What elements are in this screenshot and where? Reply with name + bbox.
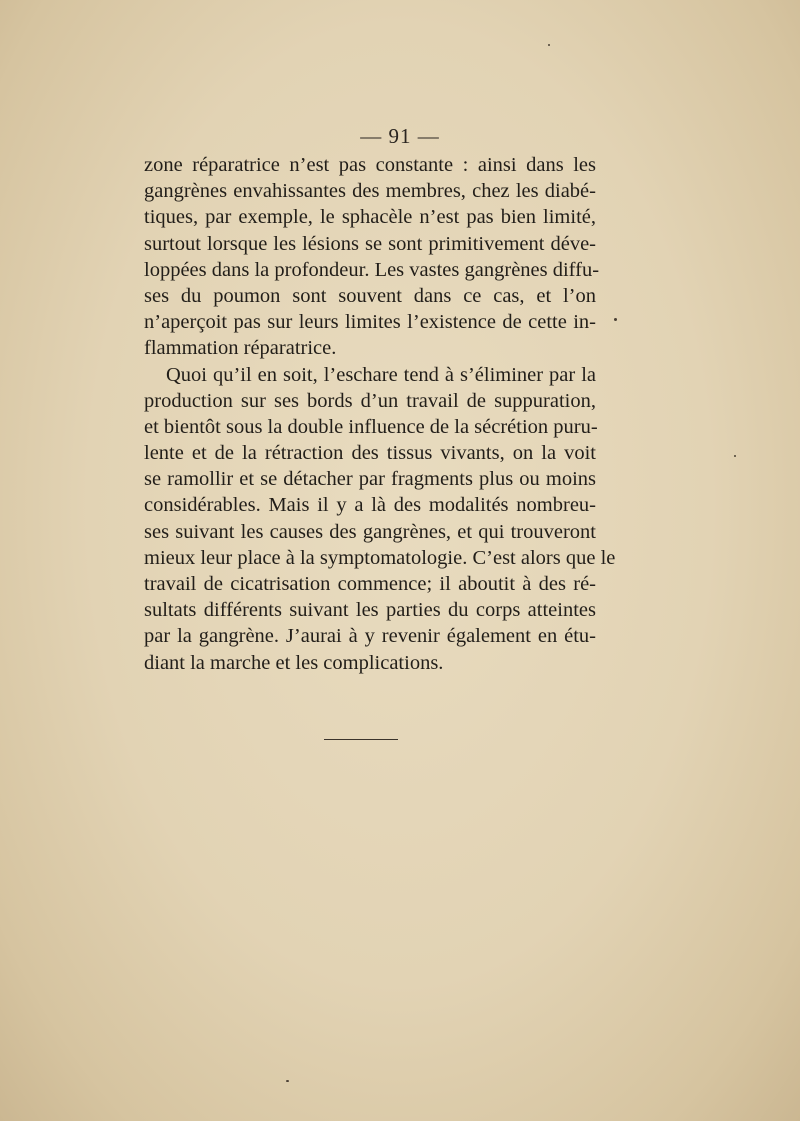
section-divider bbox=[324, 739, 398, 740]
paper-speck bbox=[734, 455, 736, 457]
text-line: flammation réparatrice. bbox=[144, 337, 337, 360]
text-line: surtout lorsque les lésions se sont primitivement déve- bbox=[144, 232, 596, 255]
page-number: — 91 — bbox=[360, 124, 440, 148]
text-line: tiques, par exemple, le sphacèle n’est pas bien limité, bbox=[144, 206, 596, 229]
text-line: travail de cicatrisation commence; il aboutit à des ré- bbox=[144, 573, 596, 595]
text-line: mieux leur place à la symptomatologie. C’est alors que le bbox=[144, 546, 616, 569]
text-line: considérables. Mais il y a là des modalités nombreu- bbox=[144, 494, 596, 517]
text-line: lente et de la rétraction des tissus vivants, on la voit bbox=[144, 442, 596, 465]
text-line: diant la marche et les complications. bbox=[144, 651, 444, 674]
text-line: sultats différents suivant les parties du corps atteintes bbox=[144, 599, 596, 622]
paragraph-2 bbox=[144, 362, 616, 676]
text-line: n’aperçoit pas sur leurs limites l’existence de cette in- bbox=[144, 311, 596, 334]
paragraph-1 bbox=[144, 152, 600, 362]
text-line: Quoi qu’il en soit, l’eschare tend à s’éliminer par la bbox=[166, 363, 596, 386]
text-line: ses du poumon sont souvent dans ce cas, et l’on bbox=[144, 284, 596, 307]
text-line: loppées dans la profondeur. Les vastes gangrènes diffu- bbox=[144, 258, 600, 281]
text-line: et bientôt sous la double influence de la sécrétion puru- bbox=[144, 415, 598, 438]
paper-speck bbox=[614, 318, 617, 321]
body-text bbox=[144, 152, 616, 676]
paper-speck bbox=[548, 44, 550, 46]
text-line: gangrènes envahissantes des membres, chez les diabé- bbox=[144, 180, 596, 203]
text-line: se ramollir et se détacher par fragments plus ou moins bbox=[144, 468, 596, 491]
text-line: ses suivant les causes des gangrènes, et qui trouveront bbox=[144, 520, 596, 543]
text-line: zone réparatrice n’est pas constante : ainsi dans les bbox=[144, 154, 596, 176]
text-line: production sur ses bords d’un travail de suppuration, bbox=[144, 389, 596, 412]
paper-speck bbox=[286, 1080, 289, 1082]
text-line: par la gangrène. J’aurai à y revenir également en étu- bbox=[144, 625, 596, 648]
